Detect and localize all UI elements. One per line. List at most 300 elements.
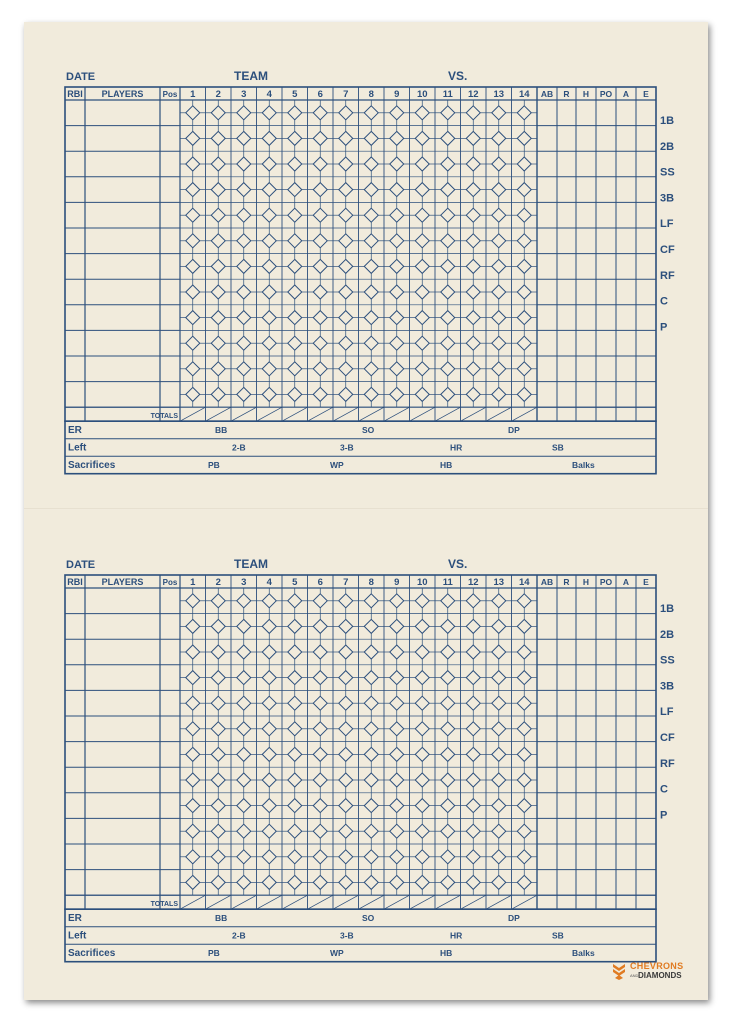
base-diamond [262, 362, 276, 376]
base-diamond [262, 773, 276, 787]
stat-a-header: A [622, 89, 630, 99]
base-diamond [313, 336, 327, 350]
base-diamond [237, 671, 251, 685]
footer-so-label: SO [362, 425, 375, 436]
base-diamond [492, 645, 506, 659]
base-diamond [466, 645, 480, 659]
base-diamond [313, 131, 327, 145]
base-diamond [288, 722, 302, 736]
base-diamond [492, 696, 506, 710]
base-diamond [466, 671, 480, 685]
base-diamond [517, 336, 531, 350]
base-diamond [313, 696, 327, 710]
base-diamond [339, 259, 353, 273]
base-diamond [339, 696, 353, 710]
totals-diagonal [333, 407, 359, 421]
footer-hr-label: HR [450, 442, 463, 453]
base-diamond [313, 850, 327, 864]
inning-13-header: 13 [493, 577, 505, 588]
players-header: PLAYERS [101, 577, 144, 587]
base-diamond [211, 157, 225, 171]
base-diamond [186, 824, 200, 838]
totals-diagonal [231, 895, 257, 909]
base-diamond [364, 285, 378, 299]
inning-4-header: 4 [266, 89, 272, 100]
base-diamond [441, 259, 455, 273]
base-diamond [313, 645, 327, 659]
totals-diagonal [435, 895, 461, 909]
base-diamond [262, 850, 276, 864]
totals-diagonal [384, 407, 410, 421]
base-diamond [288, 773, 302, 787]
footer-hb-label: HB [440, 460, 453, 471]
base-diamond [466, 850, 480, 864]
stat-ab-header: AB [540, 89, 554, 99]
base-diamond [339, 285, 353, 299]
totals-diagonal [486, 895, 512, 909]
base-diamond [441, 594, 455, 608]
base-diamond [466, 157, 480, 171]
position-key-cf: CF [660, 244, 675, 256]
players-header: PLAYERS [101, 89, 144, 99]
base-diamond [517, 773, 531, 787]
base-diamond [390, 645, 404, 659]
base-diamond [390, 722, 404, 736]
base-diamond [211, 183, 225, 197]
base-diamond [339, 722, 353, 736]
footer-frame [65, 909, 656, 962]
base-diamond [211, 336, 225, 350]
watermark-line2: DIAMONDS [638, 971, 682, 980]
base-diamond [492, 183, 506, 197]
base-diamond [415, 773, 429, 787]
inning-11-header: 11 [442, 89, 453, 100]
base-diamond [390, 671, 404, 685]
watermark-line1: CHEVRONS [630, 961, 684, 971]
totals-diagonal [206, 895, 232, 909]
footer-sacrifices-label: Sacrifices [68, 460, 116, 472]
base-diamond [441, 285, 455, 299]
base-diamond [415, 696, 429, 710]
base-diamond [415, 387, 429, 401]
base-diamond [517, 106, 531, 120]
footer-dp-label: DP [508, 913, 520, 924]
base-diamond [441, 773, 455, 787]
base-diamond [313, 387, 327, 401]
base-diamond [466, 362, 480, 376]
inning-1-header: 1 [190, 577, 196, 588]
inning-9-header: 9 [394, 577, 400, 588]
base-diamond [390, 234, 404, 248]
base-diamond [441, 824, 455, 838]
base-diamond [313, 671, 327, 685]
base-diamond [441, 850, 455, 864]
base-diamond [339, 747, 353, 761]
base-diamond [211, 799, 225, 813]
footer-2-b-label: 2-B [232, 442, 246, 453]
base-diamond [339, 773, 353, 787]
base-diamond [517, 208, 531, 222]
base-diamond [390, 799, 404, 813]
totals-diagonal [359, 407, 385, 421]
base-diamond [441, 671, 455, 685]
footer-er-label: ER [68, 913, 82, 925]
base-diamond [211, 722, 225, 736]
base-diamond [339, 362, 353, 376]
base-diamond [517, 157, 531, 171]
base-diamond [262, 208, 276, 222]
base-diamond [390, 336, 404, 350]
totals-diagonal [384, 895, 410, 909]
base-diamond [237, 619, 251, 633]
base-diamond [364, 336, 378, 350]
base-diamond [415, 285, 429, 299]
base-diamond [262, 875, 276, 889]
base-diamond [313, 799, 327, 813]
pos-header: Pos [162, 90, 178, 99]
base-diamond [211, 285, 225, 299]
stat-h-header: H [582, 577, 590, 587]
base-diamond [186, 157, 200, 171]
base-diamond [517, 362, 531, 376]
footer-wp-label: WP [330, 948, 344, 959]
base-diamond [262, 183, 276, 197]
base-diamond [441, 336, 455, 350]
base-diamond [364, 311, 378, 325]
rbi-header: RBI [67, 89, 83, 99]
base-diamond [517, 875, 531, 889]
base-diamond [339, 799, 353, 813]
base-diamond [441, 645, 455, 659]
base-diamond [492, 773, 506, 787]
base-diamond [339, 311, 353, 325]
base-diamond [237, 799, 251, 813]
base-diamond [517, 850, 531, 864]
base-diamond [390, 157, 404, 171]
base-diamond [262, 696, 276, 710]
base-diamond [466, 722, 480, 736]
base-diamond [237, 850, 251, 864]
footer-frame [65, 421, 656, 474]
base-diamond [288, 747, 302, 761]
totals-diagonal [206, 407, 232, 421]
base-diamond [211, 824, 225, 838]
base-diamond [237, 234, 251, 248]
base-diamond [186, 311, 200, 325]
base-diamond [390, 106, 404, 120]
base-diamond [186, 671, 200, 685]
base-diamond [288, 336, 302, 350]
footer-pb-label: PB [208, 460, 220, 471]
base-diamond [492, 336, 506, 350]
base-diamond [390, 387, 404, 401]
base-diamond [237, 645, 251, 659]
base-diamond [390, 824, 404, 838]
inning-3-header: 3 [241, 89, 247, 100]
footer-bb-label: BB [215, 913, 228, 924]
base-diamond [313, 362, 327, 376]
base-diamond [262, 234, 276, 248]
base-diamond [313, 106, 327, 120]
base-diamond [186, 645, 200, 659]
base-diamond [288, 183, 302, 197]
base-diamond [466, 336, 480, 350]
base-diamond [186, 106, 200, 120]
footer-sb-label: SB [552, 442, 564, 453]
base-diamond [517, 722, 531, 736]
base-diamond [492, 285, 506, 299]
base-diamond [517, 594, 531, 608]
base-diamond [517, 131, 531, 145]
stat-a-header: A [622, 577, 630, 587]
base-diamond [492, 747, 506, 761]
base-diamond [262, 157, 276, 171]
base-diamond [441, 131, 455, 145]
inning-3-header: 3 [241, 577, 247, 588]
footer-so-label: SO [362, 913, 375, 924]
base-diamond [390, 259, 404, 273]
base-diamond [262, 387, 276, 401]
stat-po-header: PO [599, 89, 613, 99]
base-diamond [288, 362, 302, 376]
base-diamond [364, 594, 378, 608]
inning-13-header: 13 [493, 89, 505, 100]
base-diamond [441, 157, 455, 171]
base-diamond [364, 671, 378, 685]
base-diamond [517, 311, 531, 325]
base-diamond [186, 722, 200, 736]
totals-diagonal [257, 895, 283, 909]
base-diamond [288, 799, 302, 813]
footer-balks-label: Balks [572, 948, 595, 959]
totals-diagonal [333, 895, 359, 909]
position-key-2b: 2B [660, 628, 675, 641]
base-diamond [390, 850, 404, 864]
base-diamond [313, 208, 327, 222]
base-diamond [492, 131, 506, 145]
totals-diagonal [180, 407, 206, 421]
inning-5-header: 5 [292, 577, 298, 588]
position-key-p: P [660, 321, 668, 334]
base-diamond [186, 183, 200, 197]
scorecard-1 [65, 69, 675, 474]
totals-diagonal [410, 895, 436, 909]
base-diamond [364, 696, 378, 710]
base-diamond [211, 773, 225, 787]
base-diamond [313, 285, 327, 299]
inning-10-header: 10 [416, 89, 428, 100]
base-diamond [288, 594, 302, 608]
base-diamond [237, 773, 251, 787]
base-diamond [211, 696, 225, 710]
position-key-c: C [660, 295, 668, 308]
base-diamond [186, 850, 200, 864]
footer-left-label: Left [68, 442, 87, 454]
base-diamond [288, 157, 302, 171]
base-diamond [466, 183, 480, 197]
base-diamond [262, 824, 276, 838]
base-diamond [466, 234, 480, 248]
base-diamond [390, 696, 404, 710]
base-diamond [313, 157, 327, 171]
base-diamond [237, 285, 251, 299]
position-key-c: C [660, 783, 668, 796]
base-diamond [466, 799, 480, 813]
base-diamond [186, 208, 200, 222]
base-diamond [339, 336, 353, 350]
base-diamond [339, 234, 353, 248]
base-diamond [288, 875, 302, 889]
base-diamond [237, 362, 251, 376]
base-diamond [441, 696, 455, 710]
base-diamond [466, 875, 480, 889]
base-diamond [492, 259, 506, 273]
base-diamond [211, 619, 225, 633]
position-key-1b: 1B [660, 603, 675, 615]
base-diamond [186, 799, 200, 813]
footer-sacrifices-label: Sacrifices [68, 948, 116, 960]
date-label: DATE [66, 559, 96, 571]
base-diamond [466, 594, 480, 608]
totals-label: TOTALS [150, 413, 178, 421]
base-diamond [339, 850, 353, 864]
totals-diagonal [359, 895, 385, 909]
base-diamond [313, 311, 327, 325]
date-label: DATE [66, 71, 96, 83]
footer-3-b-label: 3-B [340, 930, 354, 941]
base-diamond [211, 311, 225, 325]
base-diamond [390, 131, 404, 145]
base-diamond [364, 722, 378, 736]
footer-left-label: Left [68, 930, 87, 942]
base-diamond [262, 671, 276, 685]
position-key-cf: CF [660, 732, 675, 744]
inning-12-header: 12 [467, 89, 479, 100]
base-diamond [186, 362, 200, 376]
base-diamond [364, 259, 378, 273]
base-diamond [415, 671, 429, 685]
team-label: TEAM [234, 69, 268, 83]
base-diamond [237, 747, 251, 761]
base-diamond [211, 594, 225, 608]
base-diamond [364, 106, 378, 120]
position-key-lf: LF [660, 706, 674, 719]
base-diamond [492, 824, 506, 838]
base-diamond [211, 671, 225, 685]
base-diamond [211, 208, 225, 222]
base-diamond [288, 259, 302, 273]
inning-5-header: 5 [292, 89, 298, 100]
base-diamond [288, 285, 302, 299]
base-diamond [211, 645, 225, 659]
stat-r-header: R [563, 89, 570, 99]
position-key-rf: RF [660, 269, 675, 282]
base-diamond [466, 387, 480, 401]
base-diamond [313, 875, 327, 889]
base-diamond [415, 645, 429, 659]
base-diamond [415, 875, 429, 889]
base-diamond [237, 208, 251, 222]
base-diamond [390, 285, 404, 299]
base-diamond [364, 799, 378, 813]
base-diamond [492, 157, 506, 171]
base-diamond [237, 824, 251, 838]
base-diamond [492, 875, 506, 889]
base-diamond [441, 619, 455, 633]
base-diamond [364, 387, 378, 401]
base-diamond [466, 696, 480, 710]
base-diamond [237, 157, 251, 171]
base-diamond [492, 311, 506, 325]
base-diamond [288, 208, 302, 222]
base-diamond [492, 234, 506, 248]
base-diamond [313, 773, 327, 787]
base-diamond [186, 259, 200, 273]
chevron-logo-icon [612, 962, 626, 980]
totals-diagonal [435, 407, 461, 421]
base-diamond [262, 645, 276, 659]
inning-6-header: 6 [317, 577, 323, 588]
base-diamond [441, 387, 455, 401]
position-key-p: P [660, 809, 668, 822]
base-diamond [339, 157, 353, 171]
base-diamond [211, 362, 225, 376]
totals-diagonal [231, 407, 257, 421]
base-diamond [339, 824, 353, 838]
footer-pb-label: PB [208, 948, 220, 959]
base-diamond [441, 747, 455, 761]
base-diamond [517, 285, 531, 299]
base-diamond [313, 619, 327, 633]
inning-2-header: 2 [215, 577, 221, 588]
vs-label: VS. [448, 69, 468, 83]
base-diamond [364, 234, 378, 248]
base-diamond [211, 850, 225, 864]
base-diamond [364, 131, 378, 145]
position-key-3b: 3B [660, 680, 675, 693]
base-diamond [415, 850, 429, 864]
base-diamond [237, 183, 251, 197]
base-diamond [288, 850, 302, 864]
footer-hb-label: HB [440, 948, 453, 959]
base-diamond [517, 183, 531, 197]
base-diamond [466, 773, 480, 787]
base-diamond [313, 747, 327, 761]
inning-14-header: 14 [518, 89, 530, 100]
base-diamond [441, 183, 455, 197]
base-diamond [237, 106, 251, 120]
base-diamond [313, 722, 327, 736]
base-diamond [288, 671, 302, 685]
base-diamond [237, 311, 251, 325]
base-diamond [415, 106, 429, 120]
base-diamond [364, 773, 378, 787]
inning-12-header: 12 [467, 577, 479, 588]
base-diamond [390, 773, 404, 787]
base-diamond [415, 362, 429, 376]
inning-7-header: 7 [343, 577, 349, 588]
base-diamond [237, 259, 251, 273]
base-diamond [466, 285, 480, 299]
base-diamond [262, 619, 276, 633]
base-diamond [364, 183, 378, 197]
base-diamond [415, 619, 429, 633]
base-diamond [466, 619, 480, 633]
base-diamond [466, 747, 480, 761]
base-diamond [415, 594, 429, 608]
base-diamond [339, 208, 353, 222]
base-diamond [237, 696, 251, 710]
